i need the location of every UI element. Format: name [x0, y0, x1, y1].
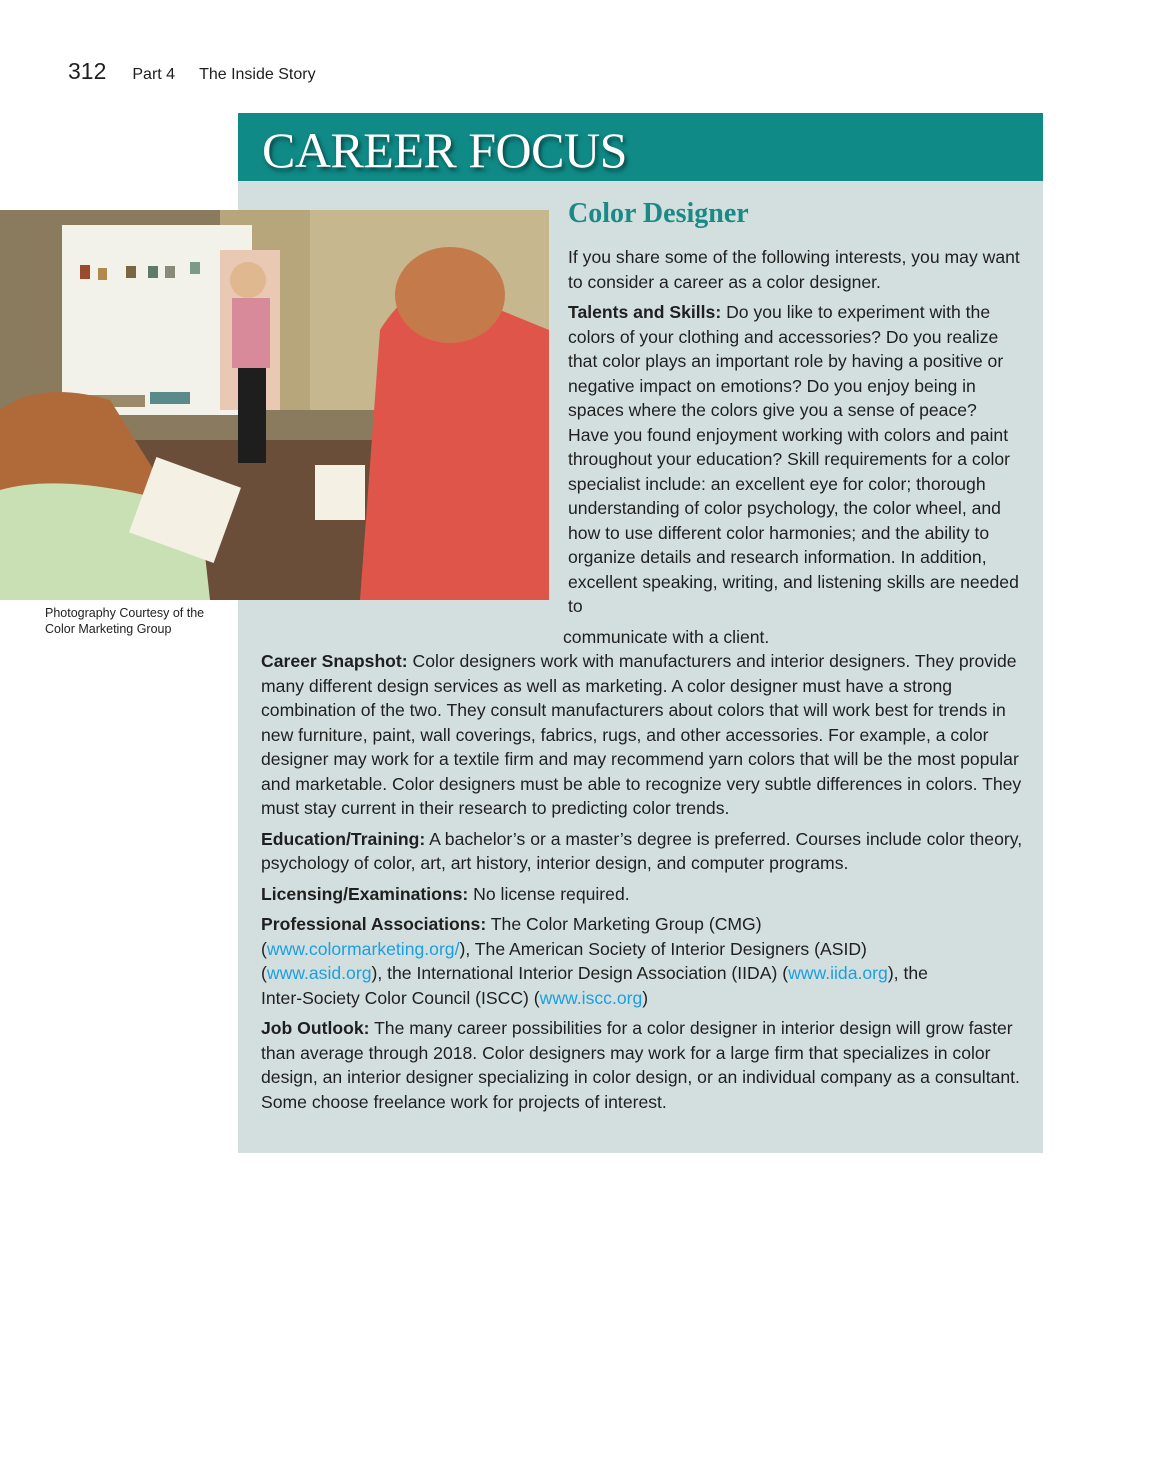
licensing-label: Licensing/Examinations:: [261, 883, 469, 904]
page-number: 312: [68, 58, 107, 84]
link-asid[interactable]: www.asid.org: [266, 963, 372, 983]
assoc-line-4: Inter-Society Color Council (ISCC) (: [261, 987, 540, 1008]
talents-paragraph: [568, 300, 1020, 619]
assoc-line-4-end: ): [642, 987, 649, 1008]
section-title: The Inside Story: [199, 66, 316, 83]
outlook-text: The many career possibilities for a color designer in interior design will grow faster than average through 2018. Color designers may work for a large firm that specializes in color design, an interior designer specializing in color design, or an individual company as a consultant. Some choose freelance work for projects of interest.: [261, 1018, 1020, 1112]
link-iscc[interactable]: www.iscc.org: [539, 987, 643, 1008]
outlook-label: Job Outlook:: [261, 1018, 370, 1038]
details-column: [261, 649, 1031, 1120]
link-iida[interactable]: www.iida.org: [788, 963, 888, 983]
education-label: Education/Training:: [261, 828, 426, 849]
assoc-line-3-end: ), the: [887, 963, 928, 983]
photo-illustration: [0, 210, 549, 600]
career-title: Color Designer: [568, 198, 749, 229]
associations-paragraph: [261, 912, 1031, 1010]
career-focus-banner: [238, 113, 1043, 181]
part-label: Part 4: [132, 66, 176, 83]
licensing-text: No license required.: [473, 883, 630, 904]
assoc-line-2: ), The American Society of Interior Designers (ASID): [459, 938, 867, 959]
snapshot-paragraph: [261, 649, 1031, 821]
snapshot-label: Career Snapshot:: [261, 651, 408, 671]
associations-label: Professional Associations:: [261, 914, 487, 934]
assoc-paren: (: [261, 938, 267, 959]
education-text: A bachelor’s or a master’s degree is preferred. Courses include color theory, psychology of color, art, art history, interior design, and computer programs.: [261, 828, 1023, 873]
talents-label: Talents and Skills:: [568, 302, 722, 322]
photo-credit: Photography Courtesy of the Color Marketing Group: [45, 606, 205, 636]
outlook-paragraph: [261, 1016, 1031, 1114]
talents-tail: communicate with a client.: [563, 626, 770, 647]
education-paragraph: [261, 827, 1031, 876]
link-cmg[interactable]: www.colormarketing.org/: [266, 938, 460, 959]
snapshot-text: Color designers work with manufacturers and interior designers. They provide many different design services as well as marketing. A color designer must have a strong combination of the two. They consult manufacturers about colors that will work best for trends in new furniture, paint, wall coverings, fabrics, rugs, and other accessories. For example, a color designer may work for a textile firm and may recommend yarn colors that will be the most popular and marketable. Color designers must be able to recognize very subtle differences in colors. They must stay current in their research to predicting color trends.: [261, 651, 1022, 818]
assoc-line-3: ), the International Interior Design Association (IIDA) (: [371, 963, 789, 983]
talents-text: Do you like to experiment with the colors of your clothing and accessories? Do you realize that color plays an important role by having a positive or negative impact on emotions? Do you enjoy being in spaces where the colors give you a sense of peace? Have you found enjoyment working with colors and paint throughout your education? Skill requirements for a color specialist include: an excellent eye for color; thorough understanding of color psychology, the color wheel, and how to use different color harmonies; and the ability to organize details and research information. In addition, excellent speaking, writing, and listening skills are needed to: [568, 302, 1019, 616]
licensing-paragraph: [261, 882, 1031, 907]
intro-column: [563, 245, 1020, 655]
assoc-paren: (: [261, 963, 267, 983]
banner-title: CAREER FOCUS: [262, 122, 627, 178]
assoc-line-1: The Color Marketing Group (CMG): [490, 914, 762, 934]
intro-paragraph: If you share some of the following interests, you may want to consider a career as a color designer.: [568, 247, 1020, 292]
running-head: [68, 58, 316, 85]
presentation-photo: [0, 210, 549, 600]
